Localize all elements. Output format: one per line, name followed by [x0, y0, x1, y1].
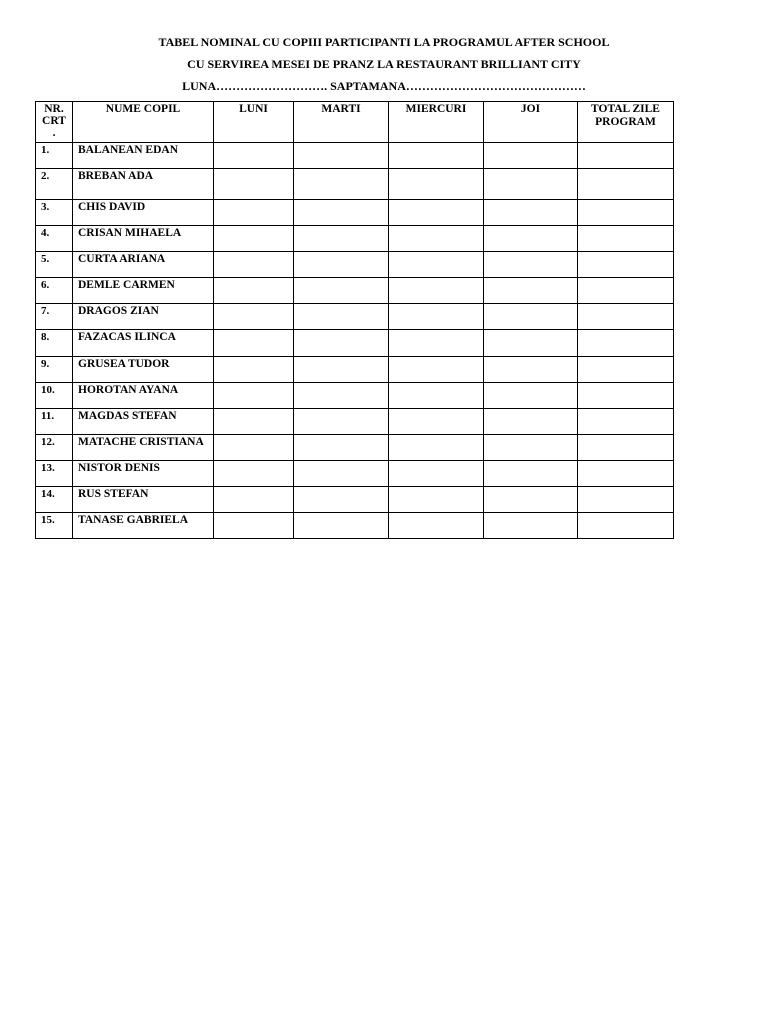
attendance-cell-joi — [484, 169, 578, 200]
attendance-cell-luni — [214, 143, 294, 169]
attendance-cell-total — [578, 461, 674, 487]
attendance-cell-miercuri — [389, 461, 484, 487]
attendance-cell-total — [578, 252, 674, 278]
attendance-cell-joi — [484, 226, 578, 252]
attendance-cell-luni — [214, 383, 294, 409]
attendance-cell-luni — [214, 409, 294, 435]
row-number-cell: 8. — [36, 330, 73, 357]
attendance-cell-miercuri — [389, 200, 484, 226]
document-month-week-line: LUNA………………………. SAPTAMANA……………………………………… — [182, 79, 586, 93]
header-total-line-1: TOTAL ZILE — [591, 103, 660, 115]
attendance-cell-marti — [294, 143, 389, 169]
attendance-cell-joi — [484, 487, 578, 513]
attendance-cell-marti — [294, 357, 389, 383]
attendance-cell-total — [578, 200, 674, 226]
attendance-cell-marti — [294, 252, 389, 278]
attendance-cell-marti — [294, 487, 389, 513]
table-row — [36, 200, 674, 226]
attendance-cell-marti — [294, 200, 389, 226]
attendance-cell-total — [578, 435, 674, 461]
table-row — [36, 278, 674, 304]
row-number-cell: 15. — [36, 513, 73, 539]
attendance-cell-miercuri — [389, 513, 484, 539]
child-name-cell: MAGDAS STEFAN — [73, 409, 214, 435]
attendance-cell-joi — [484, 409, 578, 435]
attendance-cell-miercuri — [389, 304, 484, 330]
header-luni: LUNI — [214, 102, 294, 143]
child-name-cell: NISTOR DENIS — [73, 461, 214, 487]
child-name-cell: BALANEAN EDAN — [73, 143, 214, 169]
attendance-cell-luni — [214, 304, 294, 330]
child-name-cell: RUS STEFAN — [73, 487, 214, 513]
row-number-cell: 9. — [36, 357, 73, 383]
attendance-cell-luni — [214, 252, 294, 278]
attendance-cell-joi — [484, 513, 578, 539]
attendance-cell-luni — [214, 487, 294, 513]
attendance-cell-miercuri — [389, 409, 484, 435]
row-number-cell: 4. — [36, 226, 73, 252]
table-row — [36, 409, 674, 435]
table-row — [36, 226, 674, 252]
attendance-cell-luni — [214, 513, 294, 539]
header-miercuri: MIERCURI — [389, 102, 484, 143]
attendance-cell-luni — [214, 200, 294, 226]
attendance-cell-marti — [294, 461, 389, 487]
attendance-cell-miercuri — [389, 226, 484, 252]
attendance-cell-luni — [214, 330, 294, 357]
table-row — [36, 357, 674, 383]
child-name-cell: CHIS DAVID — [73, 200, 214, 226]
child-name-cell: TANASE GABRIELA — [73, 513, 214, 539]
child-name-cell: BREBAN ADA — [73, 169, 214, 200]
attendance-cell-joi — [484, 252, 578, 278]
attendance-table — [35, 101, 674, 539]
row-number-cell: 12. — [36, 435, 73, 461]
attendance-cell-joi — [484, 278, 578, 304]
table-row — [36, 513, 674, 539]
header-marti: MARTI — [294, 102, 389, 143]
attendance-cell-luni — [214, 278, 294, 304]
attendance-cell-miercuri — [389, 330, 484, 357]
attendance-cell-miercuri — [389, 435, 484, 461]
attendance-cell-joi — [484, 200, 578, 226]
attendance-cell-marti — [294, 169, 389, 200]
attendance-cell-marti — [294, 409, 389, 435]
attendance-cell-total — [578, 143, 674, 169]
row-number-cell: 2. — [36, 169, 73, 200]
row-number-cell: 6. — [36, 278, 73, 304]
header-nr-line-2: CRT — [42, 115, 66, 127]
attendance-cell-miercuri — [389, 252, 484, 278]
child-name-cell: FAZACAS ILINCA — [73, 330, 214, 357]
attendance-cell-luni — [214, 435, 294, 461]
row-number-cell: 10. — [36, 383, 73, 409]
attendance-cell-marti — [294, 435, 389, 461]
table-row — [36, 252, 674, 278]
attendance-cell-total — [578, 383, 674, 409]
table-row — [36, 169, 674, 200]
header-nr-line-3: . — [52, 127, 56, 139]
child-name-cell: HOROTAN AYANA — [73, 383, 214, 409]
row-number-cell: 5. — [36, 252, 73, 278]
table-row — [36, 383, 674, 409]
attendance-cell-total — [578, 330, 674, 357]
attendance-cell-luni — [214, 226, 294, 252]
attendance-cell-miercuri — [389, 278, 484, 304]
row-number-cell: 14. — [36, 487, 73, 513]
attendance-cell-total — [578, 409, 674, 435]
header-nume-copil: NUME COPIL — [73, 102, 214, 143]
header-nr-crt — [36, 102, 73, 143]
attendance-cell-total — [578, 278, 674, 304]
table-row — [36, 435, 674, 461]
table-row — [36, 304, 674, 330]
child-name-cell: CRISAN MIHAELA — [73, 226, 214, 252]
table-row — [36, 487, 674, 513]
attendance-cell-miercuri — [389, 143, 484, 169]
row-number-cell: 11. — [36, 409, 73, 435]
row-number-cell: 3. — [36, 200, 73, 226]
document-title-line-1: TABEL NOMINAL CU COPIII PARTICIPANTI LA PROGRAMUL AFTER SCHOOL — [158, 35, 610, 49]
header-total-line-2: PROGRAM — [595, 116, 656, 128]
attendance-cell-joi — [484, 461, 578, 487]
table-row — [36, 143, 674, 169]
child-name-cell: DRAGOS ZIAN — [73, 304, 214, 330]
header-nr-line-1: NR. — [44, 103, 64, 115]
attendance-cell-total — [578, 513, 674, 539]
table-header-row — [36, 102, 674, 143]
attendance-cell-marti — [294, 330, 389, 357]
attendance-cell-joi — [484, 383, 578, 409]
attendance-cell-total — [578, 304, 674, 330]
child-name-cell: MATACHE CRISTIANA — [73, 435, 214, 461]
attendance-cell-joi — [484, 357, 578, 383]
child-name-cell: CURTA ARIANA — [73, 252, 214, 278]
document-title-line-2: CU SERVIREA MESEI DE PRANZ LA RESTAURANT BRILLIANT CITY — [187, 57, 581, 71]
row-number-cell: 7. — [36, 304, 73, 330]
attendance-cell-joi — [484, 435, 578, 461]
attendance-cell-marti — [294, 383, 389, 409]
attendance-cell-miercuri — [389, 487, 484, 513]
attendance-cell-total — [578, 226, 674, 252]
child-name-cell: GRUSEA TUDOR — [73, 357, 214, 383]
attendance-cell-miercuri — [389, 357, 484, 383]
header-joi: JOI — [484, 102, 578, 143]
attendance-cell-marti — [294, 226, 389, 252]
attendance-cell-miercuri — [389, 169, 484, 200]
attendance-cell-luni — [214, 357, 294, 383]
attendance-cell-marti — [294, 513, 389, 539]
header-total-zile-program — [578, 102, 674, 143]
row-number-cell: 1. — [36, 143, 73, 169]
attendance-cell-total — [578, 487, 674, 513]
attendance-cell-joi — [484, 143, 578, 169]
child-name-cell: DEMLE CARMEN — [73, 278, 214, 304]
attendance-cell-marti — [294, 304, 389, 330]
attendance-cell-joi — [484, 330, 578, 357]
attendance-cell-marti — [294, 278, 389, 304]
table-row — [36, 330, 674, 357]
attendance-cell-total — [578, 357, 674, 383]
table-row — [36, 461, 674, 487]
row-number-cell: 13. — [36, 461, 73, 487]
attendance-cell-joi — [484, 304, 578, 330]
attendance-cell-luni — [214, 461, 294, 487]
attendance-cell-miercuri — [389, 383, 484, 409]
attendance-cell-luni — [214, 169, 294, 200]
attendance-cell-total — [578, 169, 674, 200]
table-body — [36, 143, 674, 539]
